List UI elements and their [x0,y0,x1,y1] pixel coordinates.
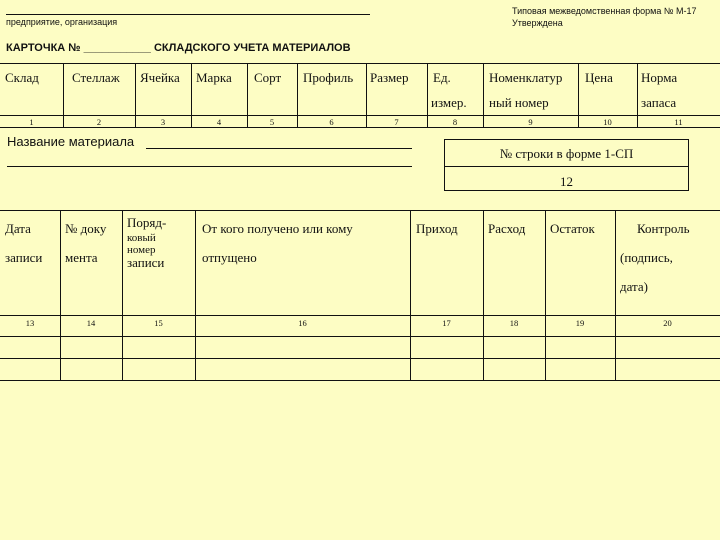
col-number: 7 [394,117,399,127]
col-number: 19 [575,318,585,328]
row-number-value: 12 [560,174,573,189]
col-expense-header: Расход [488,221,526,236]
col-grade-header: Сорт [254,70,282,85]
row-number-label: № строки в форме 1-СП [499,146,634,161]
col-item-number-header: Номенклатур [489,70,563,85]
col-sequence-header-line4: записи [127,255,165,270]
material-name-label: Название материала [7,134,135,149]
col-document-header-line2: мента [65,250,98,265]
col-number: 2 [96,117,102,127]
col-size-header: Размер [370,70,409,85]
col-number: 16 [298,318,307,328]
organization-caption: предприятие, организация [6,17,118,27]
col-date-header: Дата [5,221,31,236]
col-profile-header: Профиль [303,70,354,85]
col-sequence-header-line2: ковый [127,232,156,244]
col-norm-header: Норма [641,70,678,85]
col-source-header: От кого получено или кому [202,221,353,236]
col-number: 11 [674,117,683,127]
col-control-header: Контроль [637,221,690,236]
col-number: 20 [663,318,672,328]
col-date-header-line2: записи [5,250,43,265]
col-norm-header-line2: запаса [641,95,677,110]
col-number: 8 [452,117,458,127]
material-name-line-2 [7,166,412,167]
col-document-header: № доку [65,221,107,236]
col-sequence-header: Поряд- [127,215,167,230]
col-control-header-line2: (подпись, [620,250,673,265]
form-type-label: Типовая межведомственная форма № М-17 [512,6,697,16]
table1-top-border [0,63,720,64]
card-title: КАРТОЧКА № ___________ СКЛАДСКОГО УЧЕТА МАТЕРИАЛОВ [6,42,351,54]
col-number: 4 [216,117,222,127]
table1-header-divider [0,115,720,116]
organization-line [6,14,370,15]
col-number: 17 [442,318,451,328]
col-sequence-header-line3: номер [127,244,156,256]
col-unit-header: Ед. [433,70,451,85]
col-number: 3 [160,117,166,127]
col-source-header-line2: отпущено [202,250,257,265]
table1-bottom-border [0,127,720,128]
col-balance-header: Остаток [550,221,595,236]
col-number: 9 [528,117,533,127]
col-number: 15 [154,318,163,328]
col-brand-header: Марка [196,70,232,85]
col-number: 1 [29,117,34,127]
col-number: 13 [25,318,35,328]
row-number-box-divider [444,166,689,167]
col-price-header: Цена [585,70,613,85]
col-number: 5 [269,117,275,127]
col-rack-header: Стеллаж [72,70,120,85]
col-income-header: Приход [416,221,458,236]
col-number: 10 [603,117,612,127]
approved-label: Утверждена [512,18,563,28]
col-unit-header-line2: измер. [431,95,467,110]
col-number: 18 [509,318,519,328]
col-cell-header: Ячейка [140,70,180,85]
col-control-header-line3: дата) [620,279,648,294]
col-warehouse-header: Склад [5,70,39,85]
material-name-line [146,148,412,149]
col-item-number-header-line2: ный номер [489,95,549,110]
col-number: 6 [329,117,334,127]
col-number: 14 [86,318,96,328]
